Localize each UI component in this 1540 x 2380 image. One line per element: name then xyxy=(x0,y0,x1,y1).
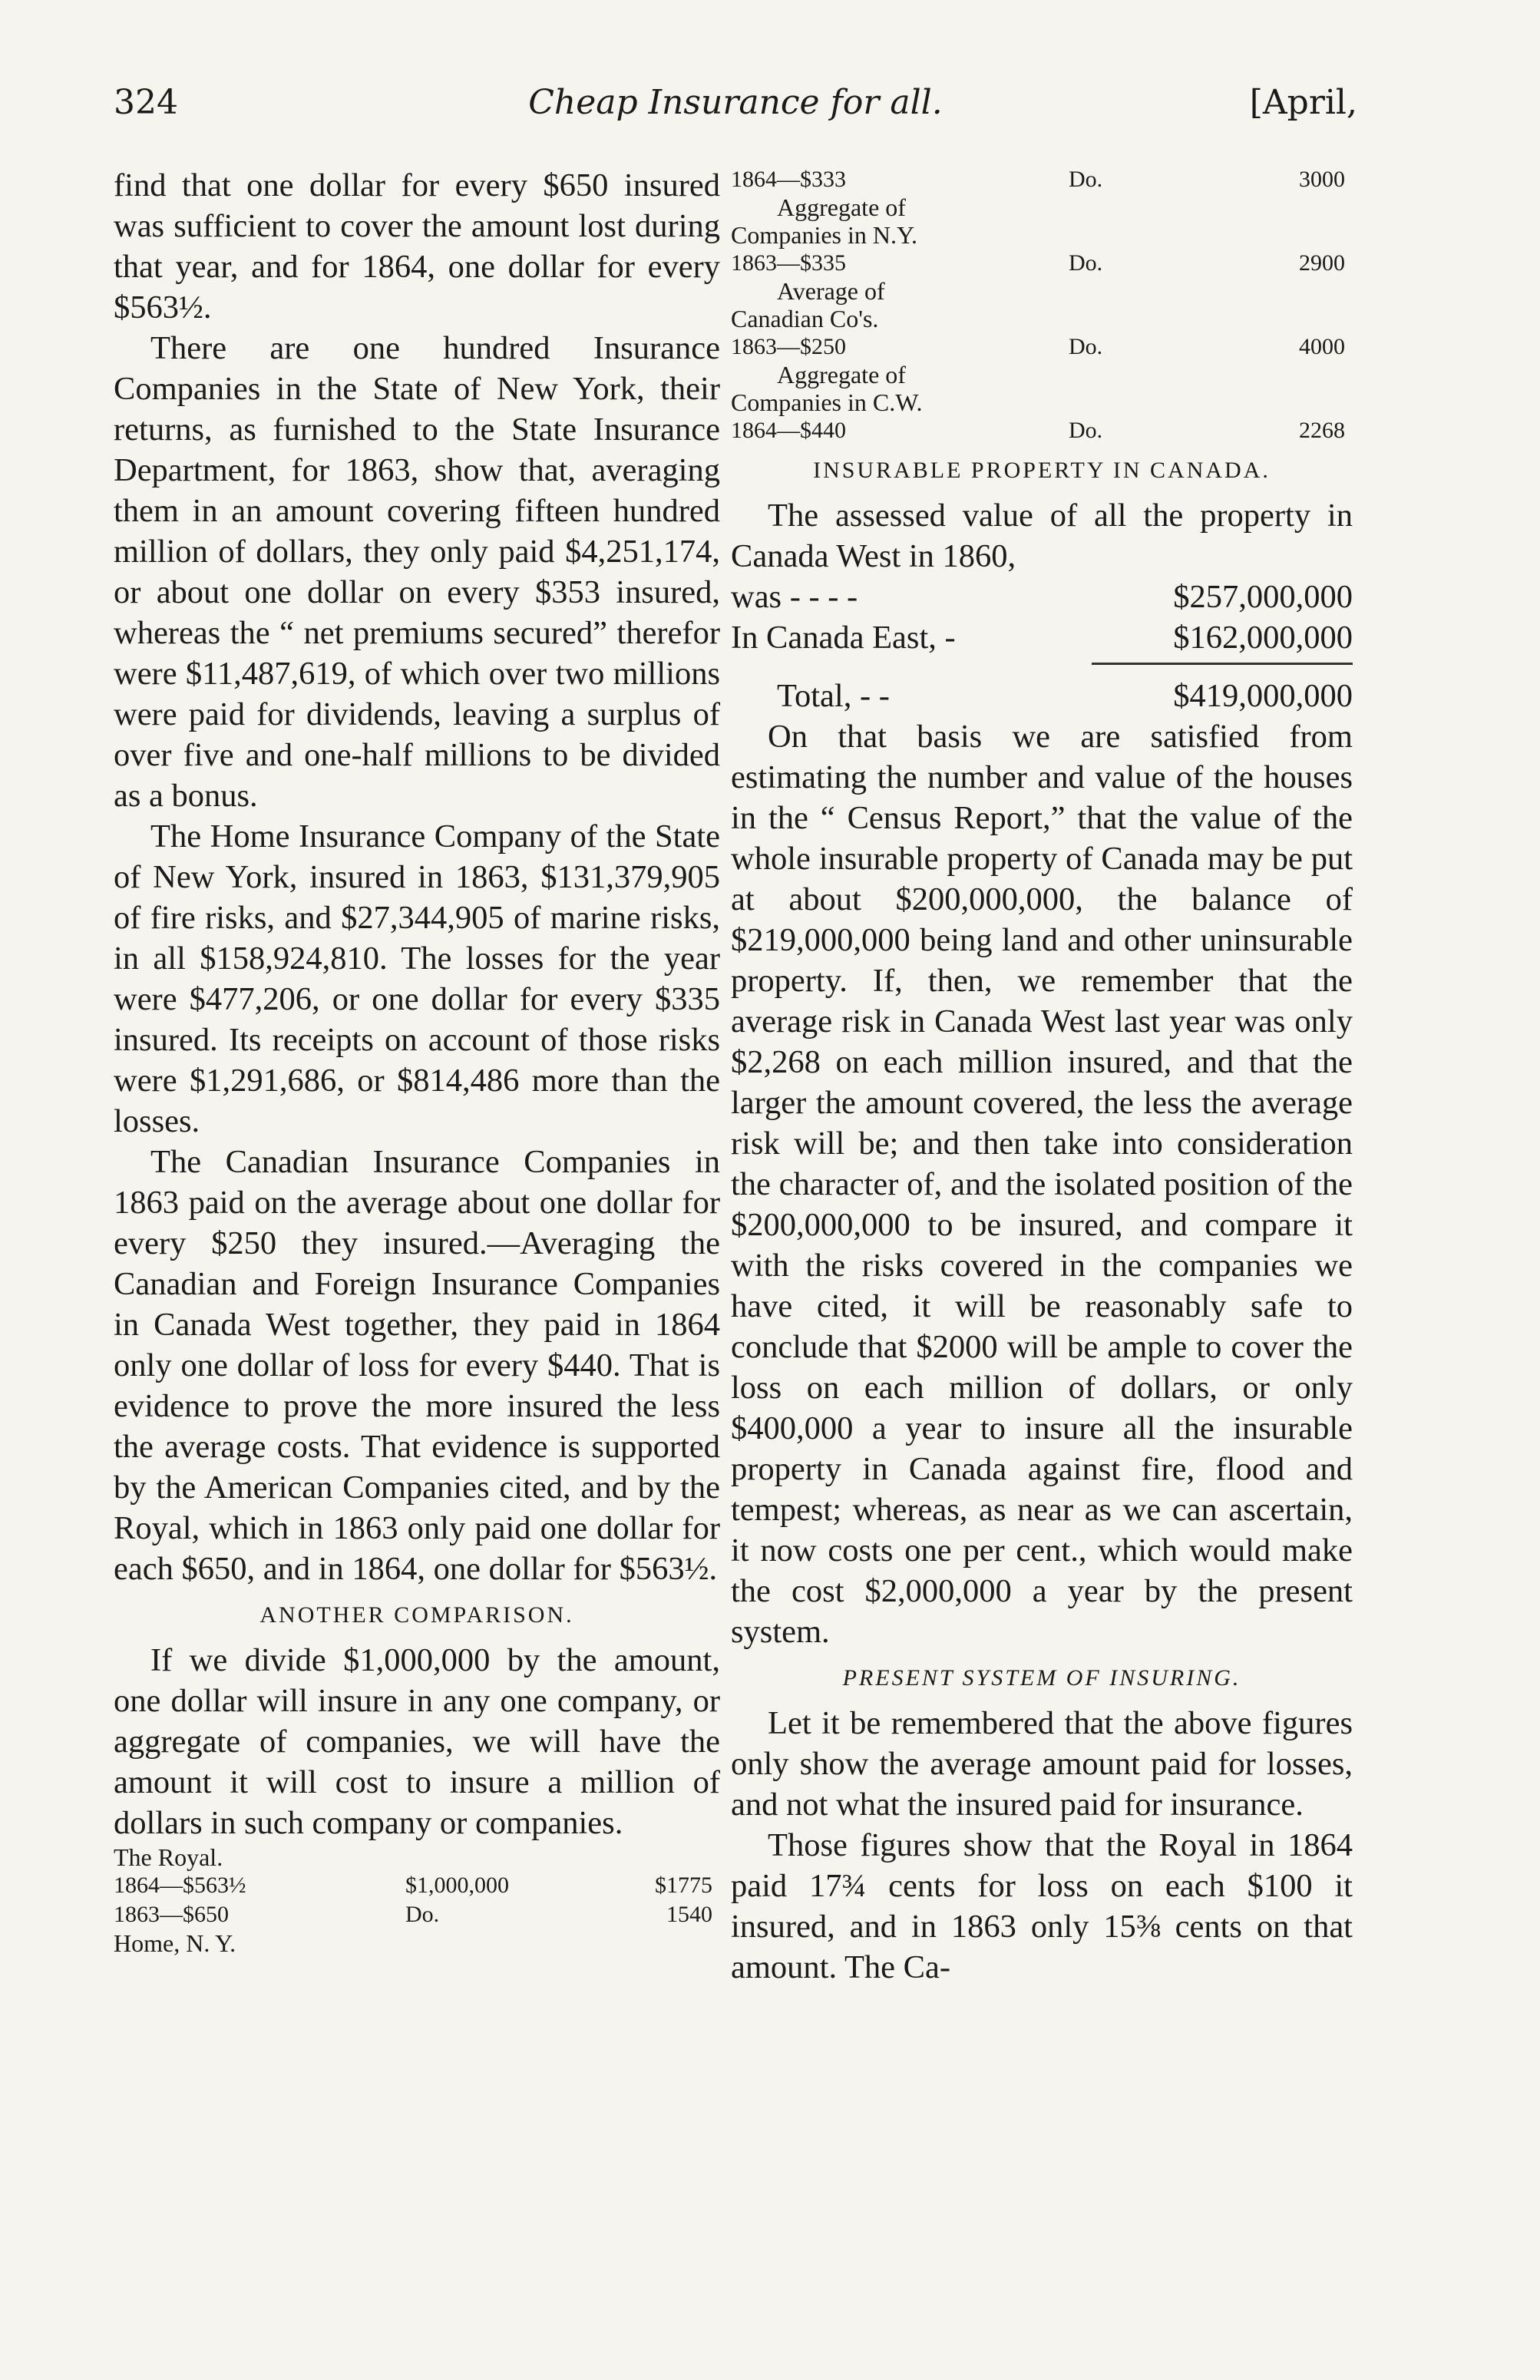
paragraph: On that basis we are satisfied from estimating the number and value of the houses in the “ Census Report,” that the value of the whole insurable property of Canada may be put at about $200,000,000, the balance of $219,000,000 being land and other uninsurable property. If, then, we remember that the average risk in Canada West last year was only $2,268 on each million insured, and that the larger the amount covered, the less the average risk will be; and then take into consideration the character of, and the isolated position of the $200,000,000 to be insured, and compare it with the risks covered in the companies we have cited, it will be reasonably safe to conclude that $2000 will be ample to cover the loss on each million of dollars, or only $400,000 a year to insure all the insurable property in Canada against fire, flood and tempest; whereas, as near as we can ascertain, it now costs one per cent., which would make the cost $2,000,000 a year by the present system. xyxy=(731,719,1353,1650)
table-cell: 1864—$440 xyxy=(731,418,846,443)
table-cell: 2900 xyxy=(1299,250,1345,276)
paragraph: find that one dollar for every $650 insured was sufficient to cover the amount lost during that year, and for 1864, one dollar for every $563½. xyxy=(114,167,720,326)
table-label: The Royal. xyxy=(114,1843,223,1871)
cost-table-continued xyxy=(731,165,1353,445)
value-amount: $257,000,000 xyxy=(1173,579,1353,615)
page-header xyxy=(114,83,1357,144)
table-row xyxy=(731,165,1353,193)
table-row xyxy=(731,416,1353,445)
paragraph: Let it be remembered that the above figures only show the average amount paid for losses, and not what the insured paid for insurance. xyxy=(731,1705,1353,1823)
table-cell: $1,000,000 xyxy=(405,1873,509,1898)
value-label: In Canada East, - xyxy=(731,620,956,656)
header-month: [April, xyxy=(1249,83,1357,122)
table-label: Canadian Co's. xyxy=(731,305,879,332)
table-label: Companies in C.W. xyxy=(731,388,923,416)
table-cell: Do. xyxy=(1069,167,1103,192)
table-cell: 3000 xyxy=(1299,167,1345,192)
value-row xyxy=(731,617,1353,658)
table-cell: 1864—$563½ xyxy=(114,1873,246,1898)
table-label: Aggregate of xyxy=(777,361,906,388)
table-cell: Do. xyxy=(1069,250,1103,276)
running-title: Cheap Insurance for all. xyxy=(528,83,943,122)
table-row xyxy=(731,332,1353,361)
table-cell: 1863—$250 xyxy=(731,334,846,359)
paragraph: The Canadian Insurance Companies in 1863 paid on the average about one dollar for every $250 they insured.—Averaging the Canadian and Foreign Insurance Companies in Canada West together, they paid in 1864 only one dollar of loss for every $440. That is evidence to prove the more insured the less the average costs. That evidence is supported by the American Companies cited, and by the Royal, which in 1863 only paid one dollar for each $650, and in 1864, one dollar for $563½. xyxy=(114,1144,720,1587)
total-row xyxy=(731,676,1353,716)
total-amount: $419,000,000 xyxy=(1173,678,1353,714)
table-label: Companies in N.Y. xyxy=(731,221,917,249)
table-cell: Do. xyxy=(405,1902,440,1927)
value-label: was - - - - xyxy=(731,579,858,615)
table-cell: Do. xyxy=(1069,418,1103,443)
sum-rule xyxy=(1092,663,1353,665)
table-cell: 4000 xyxy=(1299,334,1345,359)
table-cell: 1863—$650 xyxy=(114,1902,229,1927)
page-number: 324 xyxy=(114,83,178,122)
table-cell: 1864—$333 xyxy=(731,167,846,192)
paragraph: The assessed value of all the property in Canada West in 1860, xyxy=(731,497,1353,574)
table-label: Home, N. Y. xyxy=(114,1929,236,1957)
table-row xyxy=(731,249,1353,277)
section-heading: PRESENT SYSTEM OF INSURING. xyxy=(842,1665,1241,1691)
paragraph: If we divide $1,000,000 by the amount, one dollar will insure in any one company, or aggregate of companies, we will have the amount it will cost to insure a million of dollars in such company or companies. xyxy=(114,1642,720,1841)
paragraph: The Home Insurance Company of the State of New York, insured in 1863, $131,379,905 of fire risks, and $27,344,905 of marine risks, in all $158,924,810. The losses for the year were $477,206, or one dollar for every $335 insured. Its receipts on account of those risks were $1,291,686, or $814,486 more than the losses. xyxy=(114,818,720,1139)
total-label: Total, - - xyxy=(777,678,890,714)
value-amount: $162,000,000 xyxy=(1173,620,1353,656)
table-cell: $1775 xyxy=(655,1873,712,1898)
table-label: Aggregate of xyxy=(777,193,906,221)
table-cell: Do. xyxy=(1069,334,1103,359)
paragraph: Those figures show that the Royal in 1864 paid 17¾ cents for loss on each $100 it insured, and in 1863 only 15⅜ cents on that amount. The Ca- xyxy=(731,1827,1353,1985)
value-row xyxy=(731,577,1353,617)
table-row xyxy=(114,1871,720,1900)
right-column xyxy=(731,165,1353,1988)
table-cell: 1863—$335 xyxy=(731,250,846,276)
left-column xyxy=(114,165,720,1957)
table-cell: 2268 xyxy=(1299,418,1345,443)
section-heading: INSURABLE PROPERTY IN CANADA. xyxy=(813,458,1271,483)
paragraph: There are one hundred Insurance Companies in the State of New York, their returns, as furnished to the State Insurance Department, for 1863, show that, averaging them in an amount covering fifteen hundred million of dollars, they only paid $4,251,174, or about one dollar on every $353 insured, whereas the “ net premiums secured” therefor were $11,487,619, of which over two millions were paid for dividends, leaving a surplus of over five and one-half millions to be divided as a bonus. xyxy=(114,330,720,814)
section-heading: ANOTHER COMPARISON. xyxy=(259,1602,574,1628)
table-row xyxy=(114,1900,720,1929)
table-cell: 1540 xyxy=(666,1902,712,1927)
cost-table xyxy=(114,1843,720,1957)
table-label: Average of xyxy=(777,277,885,305)
